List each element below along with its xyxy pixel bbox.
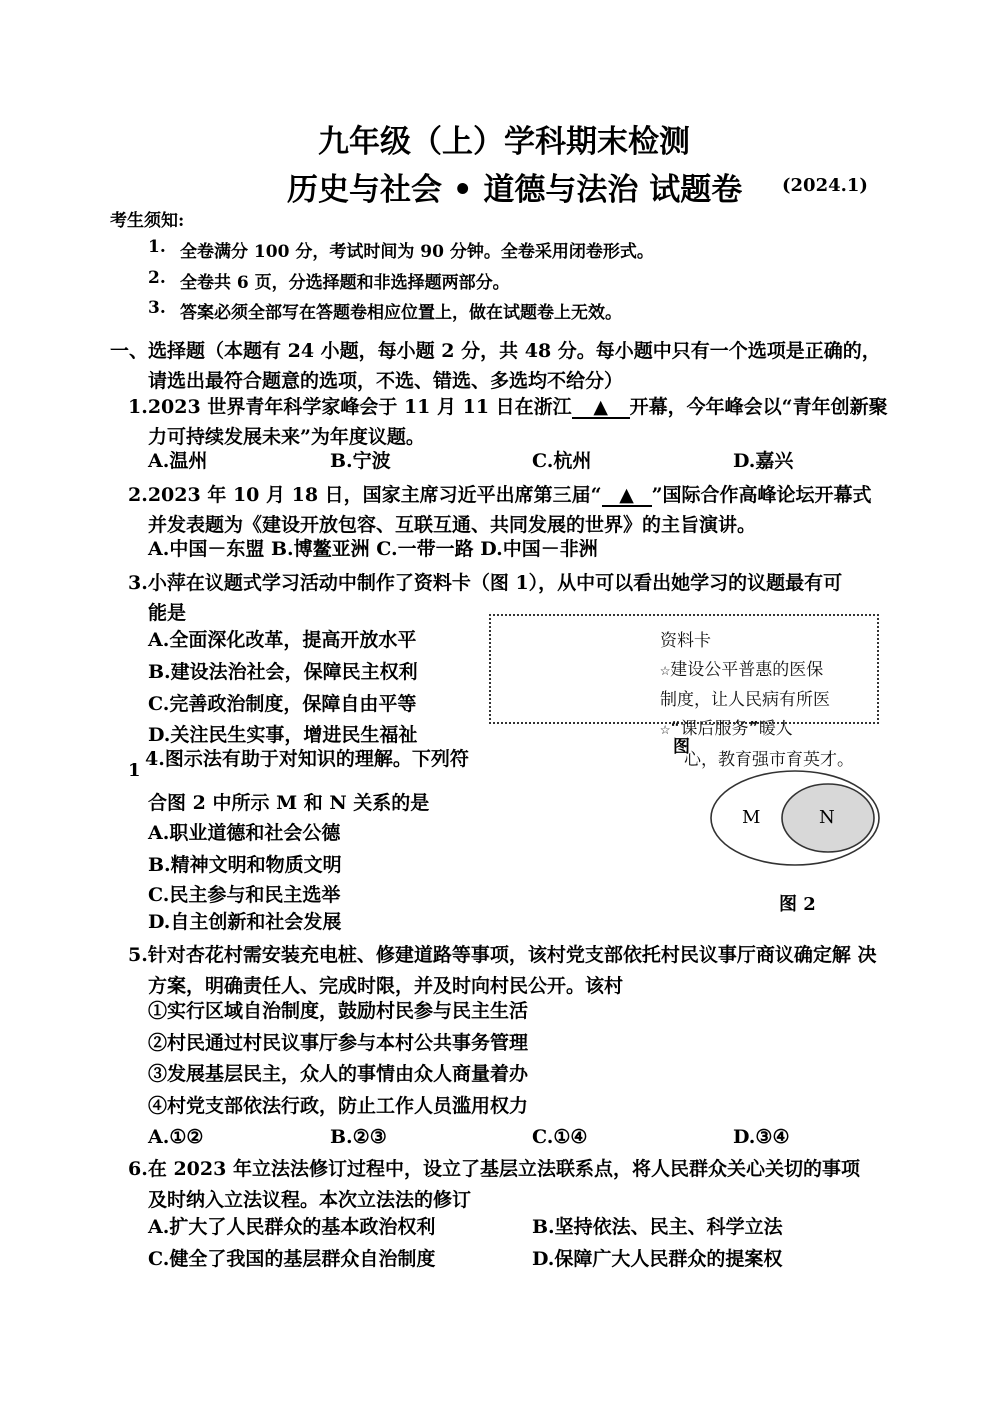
blank-triangle-icon: ▲ <box>619 484 634 506</box>
option-b: B.坚持依法、民主、科学立法 <box>532 1216 783 1238</box>
answer-blank <box>572 397 630 419</box>
blank-triangle-icon: ▲ <box>593 396 608 418</box>
question-1-text: 1.2023 世界青年科学家峰会于 11 月 11 日在浙江 <box>128 396 572 418</box>
question-1-line2: 力可持续发展未来”为年度议题。 <box>148 426 425 448</box>
info-card-line: ☆建设公平普惠的医保 <box>660 660 824 680</box>
info-card-line: 心，教育强市育英才。 <box>684 750 854 770</box>
notice-item: 全卷满分 100 分，考试时间为 90 分钟。全卷采用闭卷形式。 <box>180 242 654 262</box>
question-2-options: A.中国－东盟 B.博鳌亚洲 C.一带一路 D.中国－非洲 <box>148 538 598 560</box>
option-b: B.精神文明和物质文明 <box>148 854 342 876</box>
question-3-line2: 能是 <box>148 602 187 624</box>
question-6-line2: 及时纳入立法议程。本次立法法的修订 <box>148 1189 472 1211</box>
option-d: D.保障广大人民群众的提案权 <box>532 1248 783 1270</box>
label-m: M <box>742 807 761 828</box>
notice-heading: 考生须知: <box>110 211 185 231</box>
question-2-line2: 并发表题为《建设开放包容、互联互通、共同发展的世界》的主旨演讲。 <box>148 514 757 536</box>
notice-item-num: 1. <box>148 237 166 257</box>
option-d: D.自主创新和社会发展 <box>148 911 342 933</box>
option-c: C.民主参与和民主选举 <box>148 884 341 906</box>
notice-item-num: 2. <box>148 268 166 288</box>
question-2 <box>128 482 872 508</box>
info-card-title: 资料卡 <box>660 631 711 651</box>
option-b: B.②③ <box>330 1126 387 1148</box>
section-instructions: 请选出最符合题意的选项，不选、错选、多选均不给分） <box>148 370 624 392</box>
option-b: B.宁波 <box>330 450 391 472</box>
notice-item-num: 3. <box>148 298 166 318</box>
label-n: N <box>819 807 835 828</box>
figure-1-label: 图 <box>673 737 690 757</box>
option-c: C.①④ <box>532 1126 588 1148</box>
exam-subtitle: 历史与社会 • 道德与法治 试题卷 <box>287 172 743 208</box>
option-a: A.扩大了人民群众的基本政治权利 <box>148 1216 436 1238</box>
info-card-line: ☆“课后服务”暖人 <box>660 719 793 739</box>
question-5-line2: 方案，明确责任人、完成时限，并及时向村民公开。该村 <box>148 975 624 997</box>
answer-blank <box>602 485 652 507</box>
exam-title: 九年级（上）学科期末检测 <box>318 124 690 160</box>
question-2-text: ”国际合作高峰论坛开幕式 <box>651 484 872 506</box>
venn-diagram <box>700 768 890 878</box>
option-d: D.关注民生实事，增进民生福祉 <box>148 724 418 746</box>
option-d: D.③④ <box>733 1126 790 1148</box>
option-c: C.杭州 <box>532 450 592 472</box>
option-a: A.职业道德和社会公德 <box>148 822 341 844</box>
question-6: 6.在 2023 年立法法修订过程中，设立了基层立法联系点，将人民群众关心关切的事项 <box>128 1158 860 1180</box>
info-card-line: 制度，让人民病有所医 <box>660 690 830 710</box>
exam-date: (2024.1) <box>782 175 868 196</box>
section-heading: 一、选择题（本题有 24 小题，每小题 2 分，共 48 分。每小题中只有一个选项是正确的， <box>110 340 881 362</box>
notice-item: 全卷共 6 页，分选择题和非选择题两部分。 <box>180 273 510 293</box>
question-2-text: 2.2023 年 10 月 18 日，国家主席习近平出席第三届“ <box>128 484 602 506</box>
question-3: 3.小萍在议题式学习活动中制作了资料卡（图 1），从中可以看出她学习的议题最有可 <box>128 572 843 594</box>
option-a: A.温州 <box>148 450 208 472</box>
statement-2: ②村民通过村民议事厅参与本村公共事务管理 <box>148 1032 529 1054</box>
option-c: C.健全了我国的基层群众自治制度 <box>148 1248 436 1270</box>
notice-item: 答案必须全部写在答题卷相应位置上，做在试题卷上无效。 <box>180 303 622 323</box>
option-a: A.①② <box>148 1126 204 1148</box>
option-a: A.全面深化改革，提高开放水平 <box>148 629 417 651</box>
question-1-text: 开幕，今年峰会以“青年创新聚 <box>629 396 888 418</box>
question-1 <box>128 394 888 420</box>
statement-4: ④村党支部依法行政，防止工作人员滥用权力 <box>148 1095 529 1117</box>
question-4: 4.图示法有助于对知识的理解。下列符 <box>145 748 469 770</box>
statement-1: ①实行区域自治制度，鼓励村民参与民主生活 <box>148 1000 529 1022</box>
option-d: D.嘉兴 <box>733 450 794 472</box>
figure-2-caption: 图 2 <box>779 894 816 915</box>
question-4-line2: 合图 2 中所示 M 和 N 关系的是 <box>148 792 430 814</box>
question-5: 5.针对杏花村需安装充电桩、修建道路等事项，该村党支部依托村民议事厅商议确定解 决 <box>128 944 877 966</box>
option-c: C.完善政治制度，保障自由平等 <box>148 693 417 715</box>
option-b: B.建设法治社会，保障民主权利 <box>148 661 418 683</box>
figure-1-number: 1 <box>128 760 141 781</box>
statement-3: ③发展基层民主，众人的事情由众人商量着办 <box>148 1063 529 1085</box>
